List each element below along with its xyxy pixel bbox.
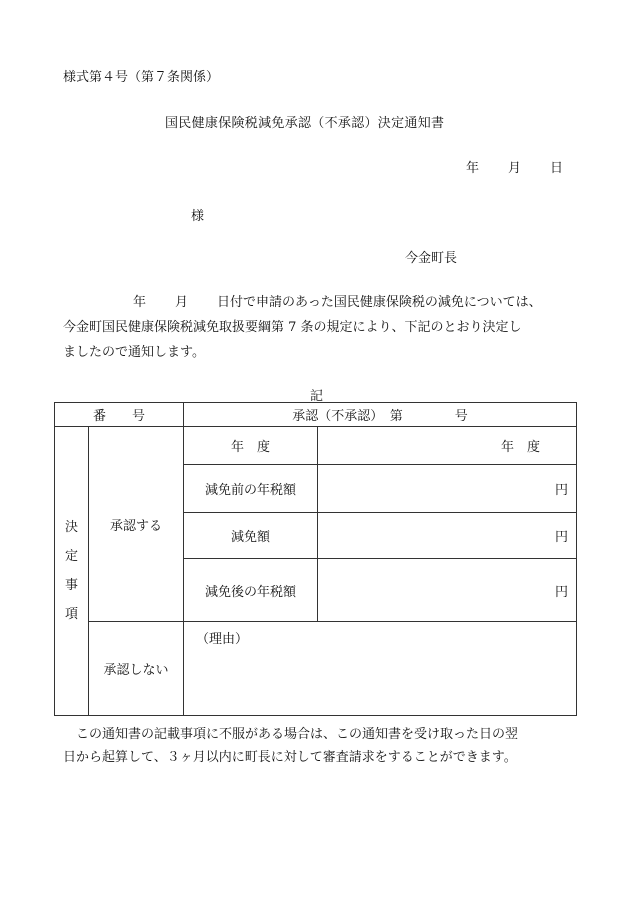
table-header-row	[55, 403, 577, 427]
decision-char: 決	[64, 520, 78, 535]
decision-items-cell	[55, 427, 89, 716]
body-line-1-text: 日付で申請のあった国民健康保険税の減免については、	[217, 295, 542, 310]
decision-char: 事	[64, 578, 78, 593]
decision-table	[54, 402, 577, 716]
footer-line-1	[63, 723, 518, 742]
approve-label-cell: 承認する	[89, 427, 184, 622]
document-title: 国民健康保険税減免承認（不承認）決定通知書	[165, 116, 445, 131]
row-label-reduction: 減免額	[184, 513, 318, 559]
body-year-label: 年	[133, 295, 147, 310]
tax-after-value: 円	[318, 559, 577, 622]
body-line-2: 今金町国民健康保険税減免取扱要綱第 7 条の規定により、下記のとおり決定し	[63, 320, 522, 335]
recipient-suffix: 様	[191, 209, 205, 224]
date-month-label: 月	[508, 161, 522, 176]
date-day-label: 日	[550, 161, 564, 176]
issue-date	[466, 157, 563, 176]
date-year-label: 年	[466, 161, 480, 176]
body-line-3: ましたので通知します。	[63, 345, 205, 360]
header-approval-cell: 承認（不承認） 第 号	[184, 403, 577, 427]
table-row	[55, 427, 577, 465]
decision-char: 定	[64, 549, 78, 564]
ki-label: 記	[310, 389, 324, 404]
header-number-cell: 番 号	[55, 403, 184, 427]
body-month-label: 月	[175, 295, 189, 310]
reduction-value: 円	[318, 513, 577, 559]
footer-line-1-text: この通知書の記載事項に不服がある場合は、この通知書を受け取った日の翌	[76, 727, 519, 742]
deny-label-cell: 承認しない	[89, 622, 184, 716]
decision-char: 項	[64, 607, 78, 622]
form-number: 様式第４号（第７条関係）	[63, 70, 220, 85]
row-label-tax-before: 減免前の年税額	[184, 465, 318, 513]
reason-cell: （理由）	[184, 622, 577, 716]
row-label-tax-after: 減免後の年税額	[184, 559, 318, 622]
fiscal-year-value: 年 度	[318, 427, 577, 465]
row-label-fiscal-year: 年 度	[184, 427, 318, 465]
body-line-1	[63, 291, 542, 310]
table-row	[55, 622, 577, 716]
tax-before-value: 円	[318, 465, 577, 513]
footer-line-2: 日から起算して、３ヶ月以内に町長に対して審査請求をすることができます。	[63, 750, 517, 765]
issuer-name: 今金町長	[405, 251, 458, 266]
